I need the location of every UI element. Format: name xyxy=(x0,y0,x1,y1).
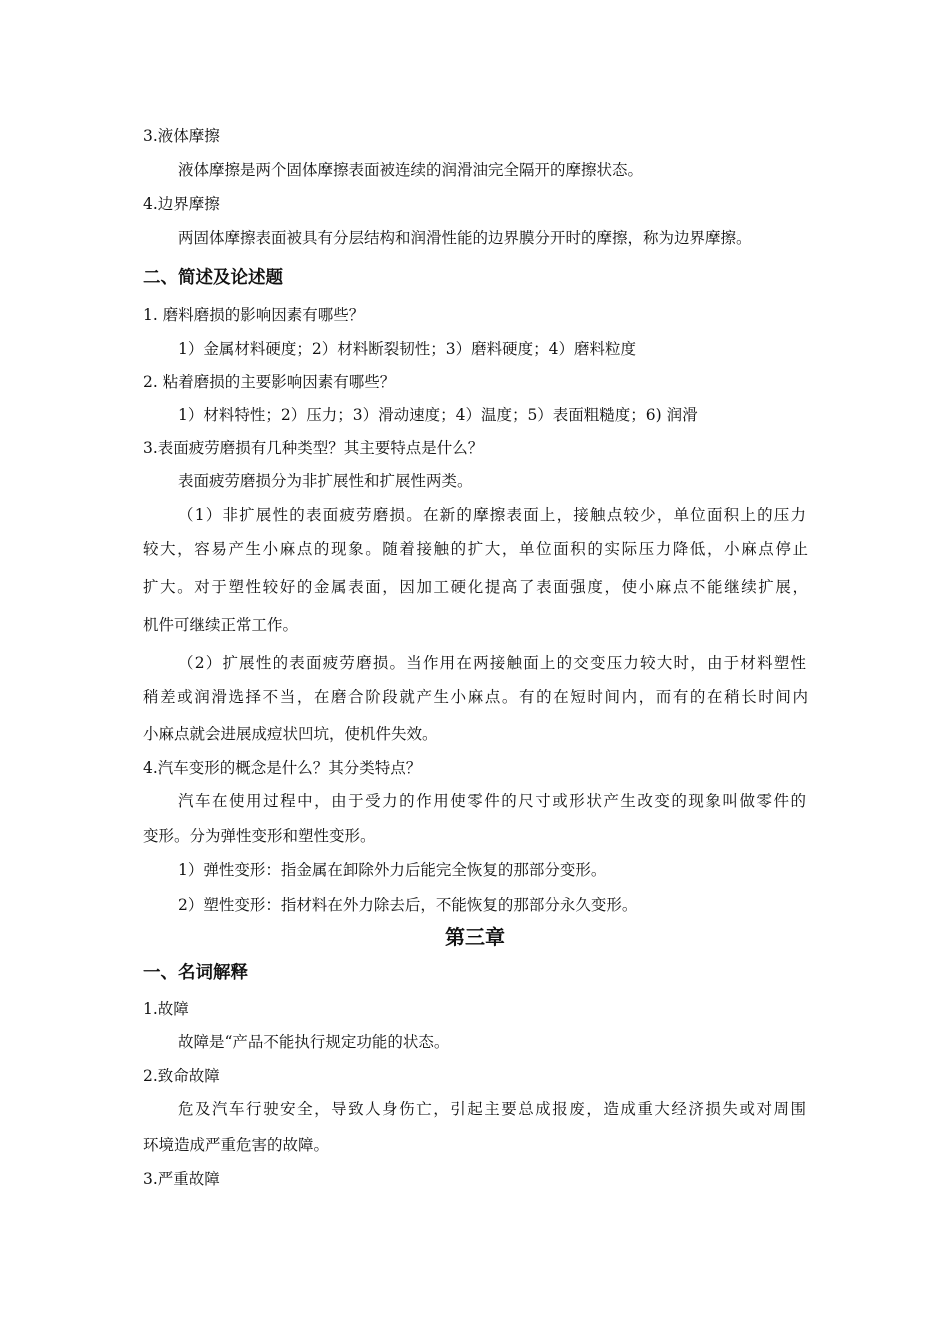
section-heading-short-answer: 二、简述及论述题 xyxy=(143,268,283,288)
answer-4-plastic: 2）塑性变形：指材料在外力除去后，不能恢复的那部分永久变形。 xyxy=(178,896,638,914)
answer-3-para2-line2: 稍差或润滑选择不当，在磨合阶段就产生小麻点。有的在短时间内，而有的在稍长时间内 xyxy=(143,688,808,706)
answer-3-para1-line3: 扩大。对于塑性较好的金属表面，因加工硬化提高了表面强度，使小麻点不能继续扩展， xyxy=(143,578,808,596)
question-3: 3.表面疲劳磨损有几种类型？其主要特点是什么？ xyxy=(143,439,484,457)
answer-1: 1）金属材料硬度；2）材料断裂韧性；3）磨料硬度；4）磨料粒度 xyxy=(178,340,636,358)
answer-3-para2-line3: 小麻点就会进展成痘状凹坑，使机件失效。 xyxy=(143,725,438,743)
answer-4-line1: 汽车在使用过程中，由于受力的作用使零件的尺寸或形状产生改变的现象叫做零件的 xyxy=(178,792,806,810)
answer-3-para1-line2: 较大，容易产生小麻点的现象。随着接触的扩大，单位面积的实际压力降低，小麻点停止 xyxy=(143,540,808,558)
definition-fatal-fault-line2: 环境造成严重危害的故障。 xyxy=(143,1136,330,1154)
paragraph-liquid-friction: 液体摩擦是两个固体摩擦表面被连续的润滑油完全隔开的摩擦状态。 xyxy=(178,161,644,179)
answer-4-line2: 变形。分为弹性变形和塑性变形。 xyxy=(143,827,376,845)
answer-3-para1-line4: 机件可继续正常工作。 xyxy=(143,616,299,634)
section-heading-terms: 一、名词解释 xyxy=(143,963,248,983)
answer-3-para2-line1: （2）扩展性的表面疲劳磨损。当作用在两接触面上的交变压力较大时，由于材料塑性 xyxy=(178,654,806,672)
term-fatal-fault: 2.致命故障 xyxy=(143,1067,220,1085)
question-1: 1. 磨料磨损的影响因素有哪些？ xyxy=(143,306,365,324)
item-heading-liquid-friction: 3.液体摩擦 xyxy=(143,127,220,145)
chapter-title: 第三章 xyxy=(445,925,505,949)
definition-fatal-fault-line1: 危及汽车行驶安全，导致人身伤亡，引起主要总成报废，造成重大经济损失或对周围 xyxy=(178,1100,806,1118)
term-serious-fault: 3.严重故障 xyxy=(143,1170,220,1188)
answer-3-para1-line1: （1）非扩展性的表面疲劳磨损。在新的摩擦表面上，接触点较少，单位面积上的压力 xyxy=(178,506,806,524)
question-4: 4.汽车变形的概念是什么？其分类特点？ xyxy=(143,759,422,777)
answer-4-elastic: 1）弹性变形：指金属在卸除外力后能完全恢复的那部分变形。 xyxy=(178,861,607,879)
term-fault: 1.故障 xyxy=(143,1000,189,1018)
paragraph-boundary-friction: 两固体摩擦表面被具有分层结构和润滑性能的边界膜分开时的摩擦，称为边界摩擦。 xyxy=(178,229,752,247)
definition-fault: 故障是“产品不能执行规定功能的状态。 xyxy=(178,1033,450,1051)
question-2: 2. 粘着磨损的主要影响因素有哪些？ xyxy=(143,373,396,391)
answer-3-intro: 表面疲劳磨损分为非扩展性和扩展性两类。 xyxy=(178,472,473,490)
item-heading-boundary-friction: 4.边界摩擦 xyxy=(143,195,220,213)
answer-2: 1）材料特性；2）压力；3）滑动速度；4）温度；5）表面粗糙度；6) 润滑 xyxy=(178,406,698,424)
